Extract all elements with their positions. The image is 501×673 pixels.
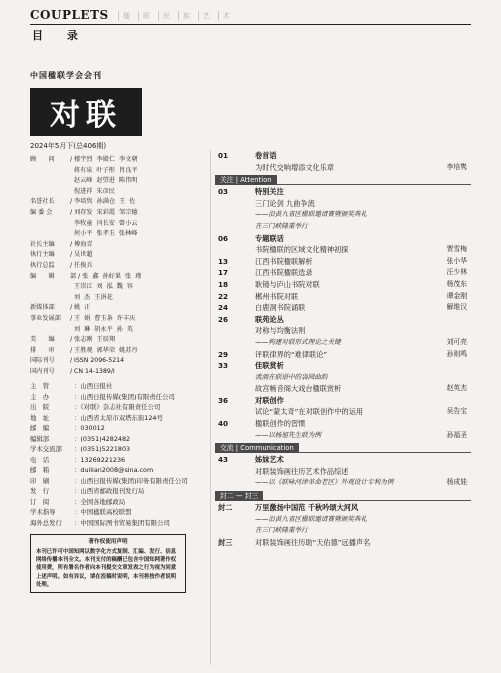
section-bar <box>215 443 471 453</box>
toc-entry-author: 汪少林 <box>446 268 467 277</box>
editorial-credits <box>30 155 210 377</box>
credit-row <box>30 176 210 187</box>
toc-entry-author: 杨成娃 <box>446 478 467 487</box>
toc-entry-title: ——沿黄九省区楹联邀请赛暨颁奖典礼 <box>255 514 368 523</box>
credit-row <box>30 166 210 177</box>
publication-value: ：(0351)4282482 <box>74 434 131 443</box>
credit-row <box>30 356 210 367</box>
section-bar-label: 交流 | Communication <box>215 443 299 453</box>
toc-entry-author: 刘可亮 <box>446 337 467 346</box>
notice-text: 本刊已许可中国知网以数字化方式复制、汇编、发行、信息网络传播本刊全文。本刊支付的稿酬已包含中国知网著作权使用费，所有署名作者向本刊提交文章发表之行为视为同意上述声明。如有异议，请在投稿时说明，本刊将按作者说明处理。 <box>36 548 177 588</box>
credit-row <box>30 314 210 325</box>
credit-row <box>30 261 210 272</box>
toc-entry-title: 评联律界的“难律联论” <box>255 349 328 359</box>
credit-value: 蒋有泉 叶子彤 肖良平 <box>70 166 138 174</box>
credit-value: / 刘存发 宋彩霞 邹宗德 <box>70 208 138 216</box>
section-bar-label: 封二 — 封三 <box>215 491 263 501</box>
toc-entry-title: 对联创作 <box>255 395 284 405</box>
toc-entry[interactable] <box>215 302 471 314</box>
toc-page-number: 40 <box>218 419 229 429</box>
credit-label: 编 辑 <box>30 272 55 280</box>
toc-page-number: 封二 <box>218 503 233 513</box>
section-bar <box>215 491 471 501</box>
credit-label: 排 审 <box>30 346 55 354</box>
publication-value: ：中国国际图书贸易集团有限公司 <box>74 518 170 527</box>
toc-entry[interactable] <box>215 477 471 489</box>
credit-row <box>30 155 210 166</box>
toc-entry[interactable] <box>215 383 471 395</box>
toc-entry[interactable] <box>215 209 471 221</box>
toc-entry-title: 对联装饰画往历助“天佑德”远播声名 <box>255 537 371 547</box>
credit-value: / 李培隽 孙满仓 王 佐 <box>70 198 136 206</box>
toc-entry-author: 孙福圣 <box>446 430 467 439</box>
publication-value: ：山西日报传媒(集团)有限责任公司 <box>74 392 175 401</box>
toc-entry[interactable] <box>215 233 471 245</box>
publication-row <box>30 434 210 445</box>
publication-row <box>30 486 210 497</box>
credit-label <box>30 176 70 187</box>
header-tag: 族 <box>178 11 194 21</box>
journal-society: 中国楹联学会会刊 <box>30 71 102 80</box>
notice-title: 著作权使用声明 <box>88 539 128 546</box>
toc-entry[interactable] <box>215 162 471 174</box>
column-divider <box>210 150 211 665</box>
toc-entry[interactable] <box>215 418 471 430</box>
toc-entry-title: ——沿黄九省区楹联邀请赛暨颁奖典礼 <box>255 210 368 219</box>
credit-row <box>30 208 210 219</box>
toc-entry-title: 在三门峡隆重举行 <box>255 526 308 535</box>
credit-row <box>30 335 210 346</box>
toc-page-number: 22 <box>218 291 229 301</box>
credit-row <box>30 187 210 198</box>
publication-label: 订 阅 <box>30 497 50 506</box>
credit-label <box>30 282 70 293</box>
credit-value: / 王胜观 郭华荣 姚苏丹 <box>70 346 138 354</box>
credit-value: 何小平 张孝玉 张林峰 <box>70 230 138 238</box>
credit-value: / 张志刚 王辰翔 <box>70 336 116 344</box>
masthead-column <box>30 70 210 593</box>
toc-entry-title: 佳联赏析 <box>255 361 284 371</box>
toc-entry[interactable] <box>215 198 471 210</box>
header-rule <box>30 24 471 25</box>
toc-entry-title: 楹联创作的習惯 <box>255 419 306 429</box>
toc-entry-title: 在三门峡隆重举行 <box>255 221 308 230</box>
toc-entry[interactable] <box>215 150 471 162</box>
publication-row <box>30 476 210 487</box>
toc-entry-title: 专题联话 <box>255 233 284 243</box>
toc-entry-title: 耿镜与庐山书院对联 <box>255 279 320 289</box>
publication-row <box>30 507 210 518</box>
credit-value: / 任俊兵 <box>70 261 93 269</box>
toc-title: 目 录 <box>32 29 88 42</box>
toc-entry-author: 李培隽 <box>446 162 467 171</box>
header-tag: 民 <box>158 11 174 21</box>
credit-label: 国际刊号 <box>30 357 55 365</box>
toc-entry[interactable] <box>215 256 471 268</box>
publication-row <box>30 518 210 529</box>
credit-label: 执行总监 <box>30 261 55 269</box>
toc-page-number: 01 <box>218 151 229 160</box>
credit-row <box>30 303 210 314</box>
toc-page-number: 18 <box>218 279 229 289</box>
toc-entry-author: 孙则鸣 <box>446 349 467 358</box>
toc-entry[interactable] <box>215 525 471 537</box>
publication-label: 邮 箱 <box>30 466 50 475</box>
publication-value: ：山西日报社 <box>74 382 113 391</box>
toc-entry[interactable] <box>215 349 471 361</box>
table-of-contents <box>215 150 471 548</box>
credit-label <box>30 229 70 240</box>
toc-entry[interactable] <box>215 372 471 384</box>
publication-label: 出 版 <box>30 403 50 412</box>
toc-page-number: 封三 <box>218 537 233 547</box>
credit-row <box>30 250 210 261</box>
toc-entry-author: 张小华 <box>446 256 467 265</box>
credit-label: 国内刊号 <box>30 367 55 375</box>
issue-date: 2024年5月下(总406期) <box>30 142 107 150</box>
toc-entry-author: 杨茂东 <box>446 279 467 288</box>
header-tag: 联 <box>138 11 154 21</box>
credit-row <box>30 325 210 336</box>
publication-row <box>30 381 210 392</box>
publication-label: 学术指导 <box>30 508 56 517</box>
publication-value: ：山西日报传媒(集团)印务有限责任公司 <box>74 476 188 485</box>
credit-label: 执行主编 <box>30 251 55 259</box>
toc-entry[interactable] <box>215 337 471 349</box>
toc-page-number: 33 <box>218 361 229 371</box>
toc-entry[interactable] <box>215 279 471 291</box>
publication-row <box>30 455 210 466</box>
toc-page-number: 24 <box>218 303 229 313</box>
publication-row <box>30 402 210 413</box>
credit-value: 倪进祥 朱彦民 <box>70 187 115 195</box>
credit-row <box>30 346 210 357</box>
publication-label: 主 办 <box>30 392 50 401</box>
header-tag: 艺 <box>198 11 214 21</box>
publication-value: ：山西省邮政报刊发行局 <box>74 487 145 496</box>
credit-label: 编 委 会 <box>30 208 53 216</box>
toc-entry[interactable] <box>215 291 471 303</box>
toc-page-number: 03 <box>218 187 229 197</box>
credit-label: 顾 问 <box>30 156 55 163</box>
credit-row <box>30 293 210 304</box>
publication-row <box>30 444 210 455</box>
publication-row <box>30 392 210 403</box>
publication-label: 海外总发行 <box>30 518 62 527</box>
toc-entry-title: 姊妹艺术 <box>255 455 284 465</box>
toc-entry-title: ——以杨旭先生联为例 <box>255 430 321 439</box>
credit-row <box>30 367 210 378</box>
credit-label <box>30 293 70 304</box>
toc-entry[interactable] <box>215 325 471 337</box>
toc-entry[interactable] <box>215 186 471 198</box>
toc-entry[interactable] <box>215 395 471 407</box>
toc-page-number: 36 <box>218 395 229 405</box>
toc-entry-title: 试论“蒙太奇”在对联创作中的运用 <box>255 407 364 417</box>
publication-label: 地 址 <box>30 413 50 422</box>
credit-value: / 傅海青 <box>70 240 93 248</box>
toc-entry-title: ——构建对联形式理论之关键 <box>255 337 341 346</box>
publication-value: ：《对联》杂志社有限责任公司 <box>74 403 161 412</box>
credit-row <box>30 272 210 283</box>
toc-entry[interactable] <box>215 244 471 256</box>
publication-value: ：全国各地邮政局 <box>74 497 126 506</box>
publication-value: ：030012 <box>74 424 105 433</box>
section-bar-label: 关注 | Attention <box>215 175 277 185</box>
publication-label: 编辑部 <box>30 434 50 443</box>
credit-row <box>30 282 210 293</box>
toc-entry[interactable] <box>215 430 471 442</box>
toc-entry[interactable] <box>215 221 471 233</box>
toc-entry[interactable] <box>215 267 471 279</box>
credit-value: 刘 琳 胡永平 孙 英 <box>70 325 133 333</box>
credit-value: 赵云峰 赵望进 陈伟明 <box>70 177 138 185</box>
toc-page-number: 43 <box>218 455 229 465</box>
toc-entry-title: 白鹿洞书院诵联 <box>255 303 306 313</box>
toc-entry-title: 流淌在联语中的袅园曲韵 <box>255 372 328 381</box>
publication-label: 印 刷 <box>30 476 50 485</box>
toc-entry-author: 赵英杰 <box>446 384 467 393</box>
toc-entry-title: 三门论剑 九曲争流 <box>255 198 315 208</box>
credit-value: / 吴世超 <box>70 251 93 259</box>
toc-entry-title: ——以《联咏河津革命老区》外观设计专利为例 <box>255 478 394 487</box>
toc-page-number: 13 <box>218 256 229 266</box>
publication-label: 发 行 <box>30 487 50 496</box>
credit-value: / 王 娟 曹玉条 许丰庆 <box>70 314 136 322</box>
page-header <box>30 8 471 26</box>
toc-entry-title: 江西书院楹联解析 <box>255 256 313 266</box>
publication-label: 学术交流部 <box>30 445 62 454</box>
credit-label <box>30 219 70 230</box>
section-bar <box>215 175 471 185</box>
toc-entry-author: 贾雪梅 <box>446 245 467 254</box>
publication-value: ：13269221236 <box>74 455 126 464</box>
publication-value: ：duilian2008@sina.com <box>74 466 154 475</box>
publication-row <box>30 465 210 476</box>
toc-entry[interactable] <box>215 514 471 526</box>
toc-entry-title: 郴州书院对联 <box>255 291 299 301</box>
credit-label: 名誉社长 <box>30 198 55 206</box>
toc-entry[interactable] <box>215 454 471 466</box>
credit-label: 事业发展部 <box>30 314 61 322</box>
credit-value: 刘 杰 王涓花 <box>70 293 113 301</box>
credit-row <box>30 219 210 230</box>
toc-entry-title: 卷首语 <box>255 151 277 160</box>
copyright-notice <box>30 534 186 593</box>
toc-entry-title: 特别关注 <box>255 187 284 197</box>
toc-entry-title: 故宫畅音阁大戏台楹联赏析 <box>255 384 342 394</box>
credit-label: 新媒体部 <box>30 304 55 312</box>
toc-entry[interactable] <box>215 466 471 478</box>
toc-entry-title: 江西书院楹联选录 <box>255 268 313 278</box>
publication-value: ：山西省太原市双塔东街124号 <box>74 413 163 422</box>
credit-row <box>30 229 210 240</box>
toc-page-number: 26 <box>218 314 229 324</box>
publication-value: ：中国楹联高校联盟 <box>74 508 132 517</box>
toc-entry-title: 联苑论丛 <box>255 314 284 324</box>
credit-value: 李牧童 闫长安 曾小云 <box>70 219 138 227</box>
toc-entry-author: 吴告宝 <box>446 407 467 416</box>
toc-entry-author: 谭金刚 <box>446 291 467 300</box>
publication-value: ：(0351)5221803 <box>74 445 131 454</box>
credit-value: / CN 14-1389/I <box>70 367 115 375</box>
credit-value: 王崇江 刘 泓 魏 容 <box>70 283 133 291</box>
toc-page-number: 29 <box>218 349 229 359</box>
toc-entry-title: 万里激扬中国范 千秋吟颂大河风 <box>255 503 359 513</box>
credit-row <box>30 240 210 251</box>
credit-value: / ISSN 2096-5214 <box>70 357 125 365</box>
credit-value: 部 / 张 鑫 孙好果 张 瑾 <box>70 272 142 280</box>
toc-entry[interactable] <box>215 537 471 549</box>
toc-entry[interactable] <box>215 406 471 418</box>
publication-info <box>30 381 210 528</box>
credit-row <box>30 197 210 208</box>
publication-row <box>30 423 210 434</box>
credit-label: 社长主编 <box>30 240 55 248</box>
toc-entry[interactable] <box>215 314 471 326</box>
publication-row <box>30 413 210 424</box>
header-tags <box>118 11 234 21</box>
toc-entry-title: 为时代交响增添文化乐章 <box>255 162 335 172</box>
toc-entry[interactable] <box>215 360 471 372</box>
credit-label: 美 编 <box>30 336 55 344</box>
brand-logo: COUPLETS <box>30 8 109 22</box>
credit-label <box>30 325 70 336</box>
publication-label: 主 管 <box>30 382 50 391</box>
publication-row <box>30 497 210 508</box>
journal-title-logo: 对联 <box>30 88 142 136</box>
credit-label <box>30 187 70 198</box>
header-tag: 术 <box>218 11 234 21</box>
toc-entry-title: 对称与均衡法则 <box>255 326 306 336</box>
toc-page-number: 17 <box>218 268 229 278</box>
toc-entry-title: 书院楹联的区域文化精神初探 <box>255 245 349 255</box>
toc-page-number: 06 <box>218 233 229 243</box>
credit-value: / 楼宇烈 李殿仁 李文朝 <box>70 156 138 163</box>
publication-label: 邮 编 <box>30 424 50 433</box>
toc-entry-title: 对联装饰画往历艺术作品综述 <box>255 466 349 476</box>
credit-value: / 姚 正 <box>70 304 91 312</box>
toc-entry[interactable] <box>215 502 471 514</box>
credit-label <box>30 166 70 177</box>
header-tag: 楹 <box>118 11 134 21</box>
toc-entry-author: 解维汉 <box>446 303 467 312</box>
publication-label: 电 话 <box>30 455 50 464</box>
